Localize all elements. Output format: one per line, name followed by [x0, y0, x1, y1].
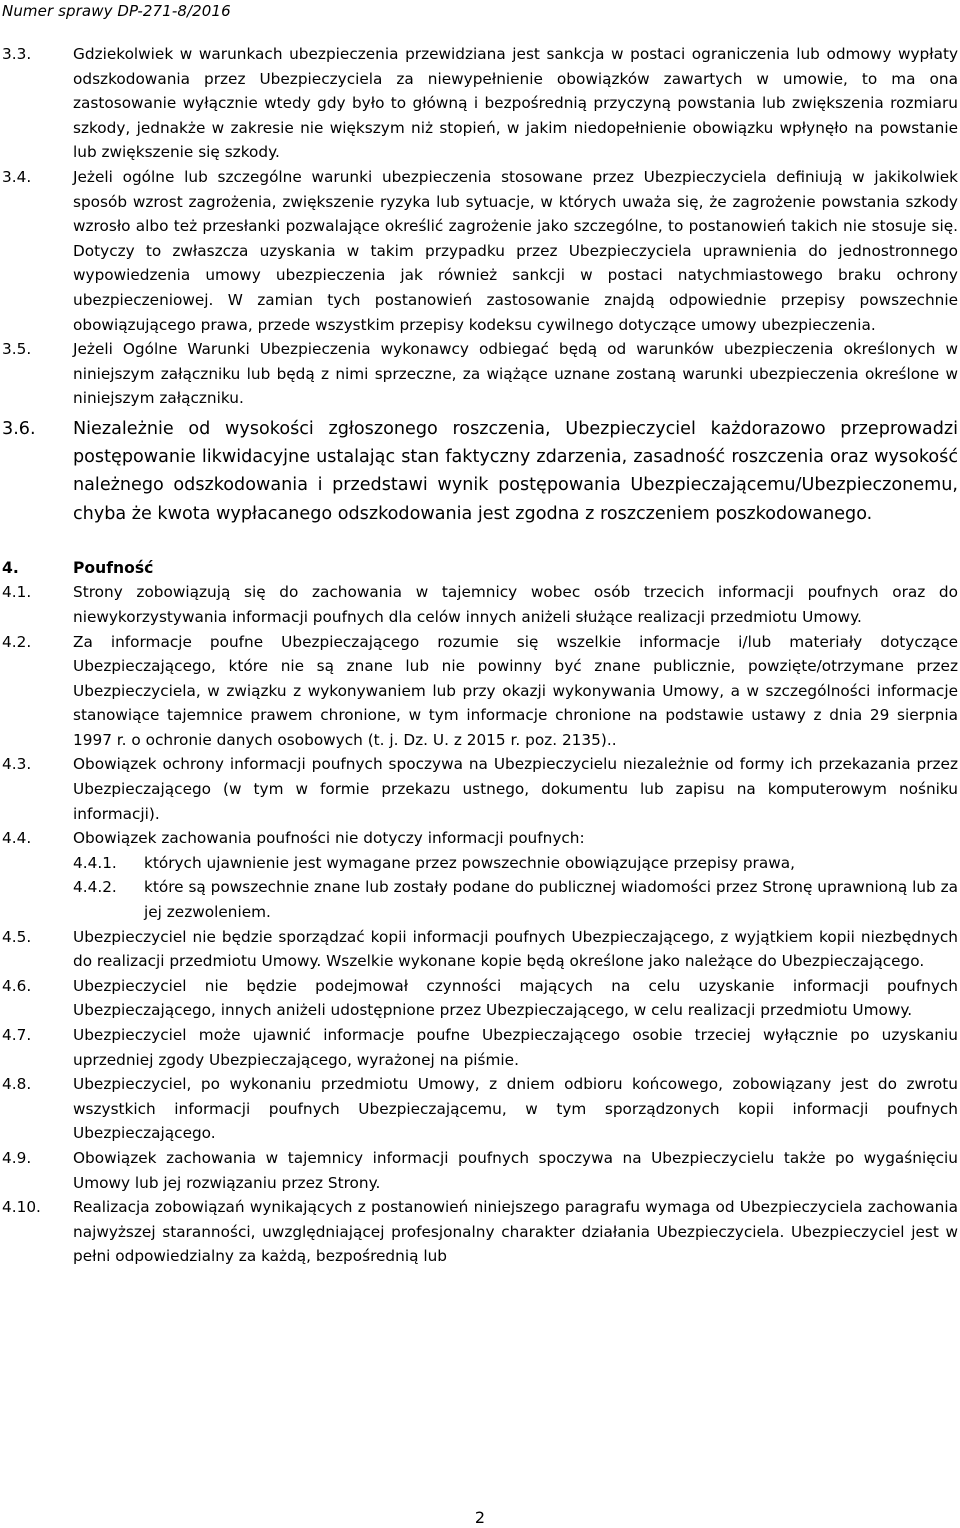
clause-text: Obowiązek ochrony informacji poufnych spoczywa na Ubezpieczycielu niezależnie od formy ich przekazania przez Ubezpieczającego (w tym w formie przekazu ustnego, dokumentu lub zapisu na komputerowym nośniku informacji).	[73, 755, 958, 823]
subclause-number: 4.4.1.	[73, 853, 117, 872]
clause-text: Niezależnie od wysokości zgłoszonego roszczenia, Ubezpieczyciel każdorazowo przeprowadzi postępowanie likwidacyjne ustalając stan faktyczny zdarzenia, zasadność roszczenia oraz wysokość należnego odszkodowania i przedstawi wynik postępowania Ubezpieczającemu/Ubezpieczonemu, chyba że kwota wypłacanego odszkodowania jest zgodna z roszczeniem poszkodowanego.	[73, 418, 958, 524]
clause-number: 3.5.	[2, 340, 32, 359]
clause-number: 4.6.	[2, 976, 32, 995]
clause-text: Za informacje poufne Ubezpieczającego rozumie się wszelkie informacje i/lub materiały dotyczące Ubezpieczającego, które nie są znane lub nie powinny być znane publicznie, powzięte/otrzymane przez Ubezpieczyciela, w związku z wykonywaniem lub przy okazji wykonywania Umowy, a w szczególności informacje stanowiące tajemnice prawem chronione, w tym informacje chronione na podstawie ustawy z dnia 29 sierpnia 1997 r. o ochronie danych osobowych (t. j. Dz. U. z 2015 r. poz. 2135)..	[73, 632, 958, 749]
clause-4-6	[0, 974, 960, 1023]
clause-text: Ubezpieczyciel nie będzie sporządzać kopii informacji poufnych Ubezpieczającego, z wyjątkiem kopii niezbędnych do realizacji przedmiotu Umowy. Wszelkie wykonane kopie będą określone jako należące do Ubezpieczającego.	[73, 927, 958, 971]
clause-text: Jeżeli Ogólne Warunki Ubezpieczenia wykonawcy odbiegać będą od warunków ubezpieczenia określonych w niniejszym załączniku lub będą z nimi sprzeczne, za wiążące uznane zostaną warunki ubezpieczenia określone w niniejszym załączniku.	[73, 340, 958, 408]
document-body	[0, 42, 960, 1269]
clause-text: Jeżeli ogólne lub szczególne warunki ubezpieczenia stosowane przez Ubezpieczyciela definiują w jakikolwiek sposób wzrost zagrożenia, zwiększenie ryzyka lub sytuacje, w których uważa się, że zagrożenie powstania szkody wzrosło albo też przesłanki pozwalające określić zagrożenie jako szczególne, to postanowień takich nie stosuje się. Dotyczy to zwłaszcza uzyskania w takim przypadku przez Ubezpieczyciela uprawnienia do jednostronnego wypowiedzenia umowy ubezpieczenia jak również sankcji w postaci natychmiastowego braku ochrony ubezpieczeniowej. W zamian tych postanowień zastosowanie znajdą odpowiednie przepisy powszechnie obowiązującego prawa, przede wszystkim przepisy kodeksu cywilnego dotyczące umowy ubezpieczenia.	[73, 167, 958, 334]
section-number: 4.	[2, 558, 19, 577]
clause-4-10	[0, 1195, 960, 1269]
clause-text: Ubezpieczyciel nie będzie podejmował czynności mających na celu uzyskanie informacji poufnych Ubezpieczającego, innych aniżeli udostępnione przez Ubezpieczającego, w celu realizacji przedmiotu Umowy.	[73, 976, 958, 1020]
section-title: Poufność	[73, 558, 154, 577]
clause-number: 3.4.	[2, 167, 32, 186]
clause-4-2	[0, 630, 960, 753]
clause-number: 3.3.	[2, 45, 32, 63]
page-number: 2	[474, 1508, 486, 1527]
clause-text: Gdziekolwiek w warunkach ubezpieczenia przewidziana jest sankcja w postaci ograniczenia lub odmowy wypłaty odszkodowania przez Ubezpieczyciela za niewypełnienie obowiązków zawartych w umowie, to ma ona zastosowanie wyłącznie wtedy gdy było to główną i bezpośrednią przyczyną powstania lub zwiększenia rozmiaru szkody, jednakże w zakresie nie większym niż stopień, w jakim niedopełnienie obowiązku wpłynęło na powstanie lub zwiększenie się szkody.	[73, 45, 958, 162]
clause-text: Realizacja zobowiązań wynikających z postanowień niniejszego paragrafu wymaga od Ubezpieczyciela zachowania najwyższej staranności, uwzględniającej profesjonalny charakter działania Ubezpieczyciela. Ubezpieczyciel jest w pełni odpowiedzialny za każdą, bezpośrednią lub	[73, 1198, 958, 1266]
clause-number: 4.8.	[2, 1075, 32, 1094]
clause-3-6	[0, 415, 960, 528]
clause-number: 4.4.	[2, 829, 32, 848]
subclause-text: których ujawnienie jest wymagane przez powszechnie obowiązujące przepisy prawa,	[144, 853, 795, 872]
subclause-4-4-2	[0, 875, 960, 924]
clause-3-5	[0, 337, 960, 411]
subclause-text: które są powszechnie znane lub zostały podane do publicznej wiadomości przez Stronę uprawnioną lub za jej zezwoleniem.	[144, 878, 958, 922]
clause-3-4	[0, 165, 960, 337]
clause-text: Ubezpieczyciel może ujawnić informacje poufne Ubezpieczającego osobie trzeciej wyłącznie po uzyskaniu uprzedniej zgody Ubezpieczającego, wyrażonej na piśmie.	[73, 1026, 958, 1069]
clause-4-5	[0, 925, 960, 974]
clause-number: 4.5.	[2, 927, 32, 946]
clause-text: Obowiązek zachowania poufności nie dotyczy informacji poufnych:	[73, 829, 585, 848]
subclause-4-4-1	[0, 851, 960, 876]
clause-3-3	[0, 42, 960, 165]
clause-text: Ubezpieczyciel, po wykonaniu przedmiotu Umowy, z dniem odbioru końcowego, zobowiązany jest do zwrotu wszystkich informacji poufnych Ubezpieczającemu, w tym sporządzonych kopii informacji poufnych Ubezpieczającego.	[73, 1075, 958, 1143]
clause-text: Obowiązek zachowania w tajemnicy informacji poufnych spoczywa na Ubezpieczycielu także po wygaśnięciu Umowy lub jej rozwiązaniu przez Strony.	[73, 1148, 958, 1192]
clause-4-8	[0, 1072, 960, 1146]
clause-number: 3.6.	[2, 418, 36, 439]
subclause-number: 4.4.2.	[73, 878, 117, 897]
clause-number: 4.10.	[2, 1198, 41, 1217]
clause-number: 4.3.	[2, 755, 32, 774]
clause-4-9	[0, 1146, 960, 1195]
clause-number: 4.1.	[2, 583, 32, 602]
clause-number: 4.7.	[2, 1026, 32, 1044]
section-heading-confidentiality	[0, 556, 960, 581]
clause-number: 4.9.	[2, 1148, 32, 1167]
clause-4-3	[0, 752, 960, 826]
clause-number: 4.2.	[2, 632, 32, 651]
case-number-header: Numer sprawy DP-271-8/2016	[2, 2, 231, 20]
clause-4-7	[0, 1023, 960, 1072]
clause-4-1	[0, 580, 960, 629]
clause-4-4	[0, 826, 960, 851]
clause-text: Strony zobowiązują się do zachowania w tajemnicy wobec osób trzecich informacji poufnych oraz do niewykorzystywania informacji poufnych dla celów innych aniżeli służące realizacji przedmiotu Umowy.	[73, 583, 958, 626]
